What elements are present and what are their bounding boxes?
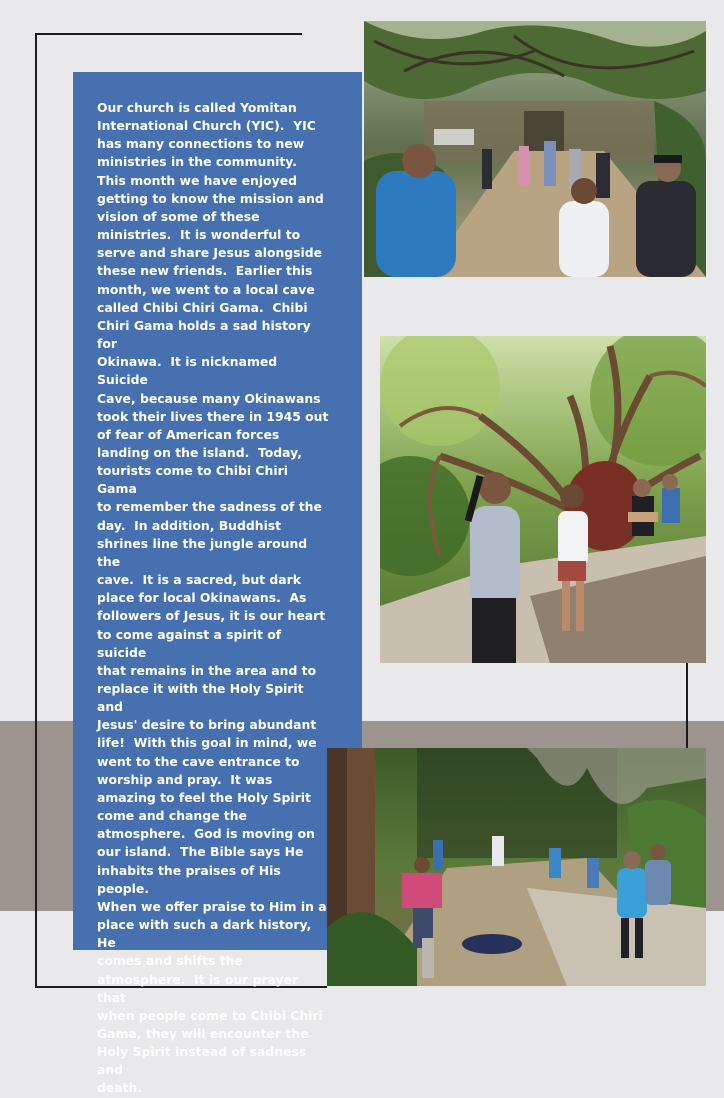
frame-line-top	[35, 33, 302, 35]
group-at-cave-entrance-photo	[364, 21, 706, 277]
worship-under-banyan-tree-photo	[380, 336, 706, 663]
group-praying-in-jungle-photo	[327, 748, 706, 986]
article-text-panel	[73, 72, 362, 1096]
article-body-text: Our church is called Yomitan International Church (YIC). YIC has many connections to new ministries in the community. This month we have enjoyed getting to know the mission and vision of some of these ministries. It is wonderful to serve and share Jesus alongside these new friends. Earlier this month, we went to a local cave called Chibi Chiri Gama. Chibi Chiri Gama holds a sad history for Okinawa. It is nicknamed Suicide Cave, because many Okinawans took their lives there in 1945 out of fear of American forces landing on the island. Today, tourists come to Chibi Chiri Gama to remember the sadness of the day. In addition, Buddhist shrines line the jungle around the cave. It is a sacred, but dark place for local Okinawans. As followers of Jesus, it is our heart to come against a spirit of suicide that remains in the area and to replace it with the Holy Spirit and Jesus' desire to bring abundant life! With this goal in mind, we went to the cave entrance to worship and pray. It was amazing to feel the Holy Spirit come and change the atmosphere. God is moving on our island. The Bible says He inhabits the praises of His people. When we offer praise to Him in a place with such a dark history, He comes and shifts the atmosphere. It is our prayer that when people come to Chibi Chiri Gama, they will encounter the Holy Spirit instead of sadness and death.	[97, 100, 329, 1096]
frame-line-left	[35, 33, 37, 988]
frame-line-right	[686, 663, 688, 748]
